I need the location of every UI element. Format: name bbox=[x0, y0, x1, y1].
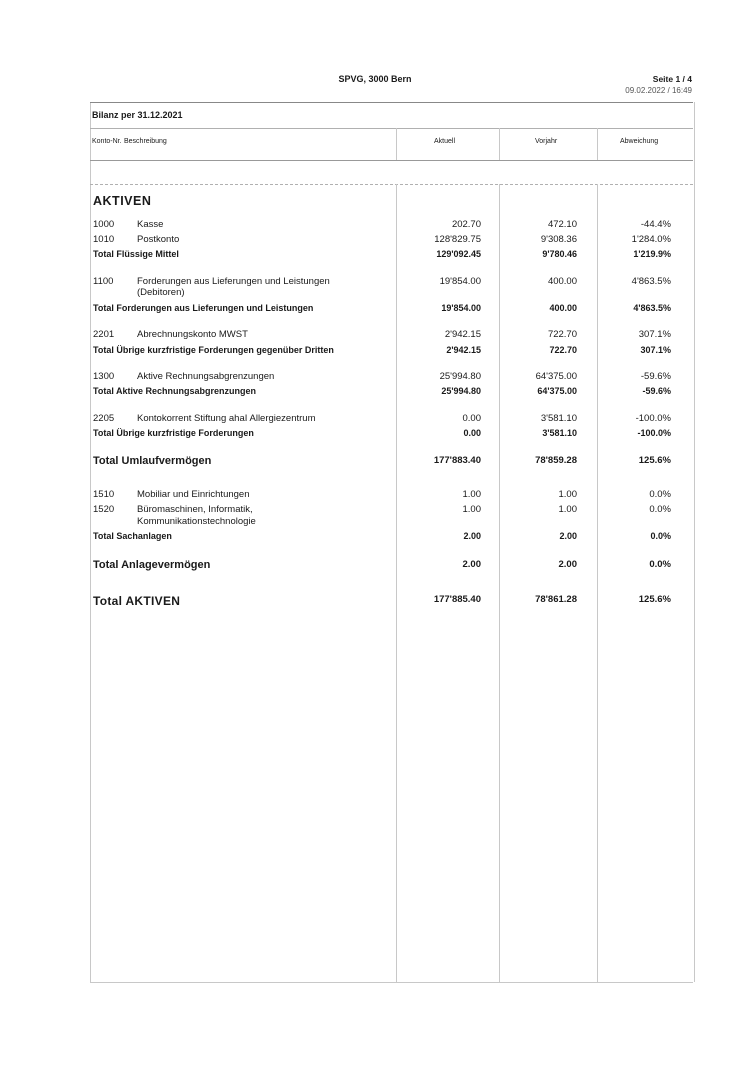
col-header-abweichung: Abweichung bbox=[620, 138, 659, 145]
col-sep bbox=[499, 128, 500, 160]
subtotal-row bbox=[93, 559, 673, 573]
account-number: 1100 bbox=[93, 276, 114, 287]
value-deviation: 307.1% bbox=[638, 329, 671, 340]
value-prior: 400.00 bbox=[549, 303, 577, 313]
account-number: 2201 bbox=[93, 329, 115, 340]
account-description: Aktive Rechnungsabgrenzungen bbox=[137, 371, 275, 382]
value-prior: 9'308.36 bbox=[540, 234, 577, 245]
value-current: 0.00 bbox=[462, 413, 481, 424]
table-row bbox=[93, 329, 673, 343]
col-header-vorjahr: Vorjahr bbox=[535, 138, 558, 145]
account-description-cont: (Debitoren) bbox=[137, 287, 185, 298]
report-title: Bilanz per 31.12.2021 bbox=[92, 110, 183, 120]
header-rule bbox=[90, 160, 693, 161]
account-number: 1520 bbox=[93, 504, 115, 515]
total-label: Total Forderungen aus Lieferungen und Leistungen bbox=[93, 303, 314, 313]
value-deviation: 4'863.5% bbox=[631, 276, 671, 287]
total-row bbox=[93, 428, 673, 442]
account-number: 2205 bbox=[93, 413, 115, 424]
table-row-continuation bbox=[93, 516, 673, 530]
value-prior: 64'375.00 bbox=[537, 386, 577, 396]
value-prior: 1.00 bbox=[558, 489, 577, 500]
account-description: Forderungen aus Lieferungen und Leistungen bbox=[137, 276, 330, 287]
table-row bbox=[93, 413, 673, 427]
table-row bbox=[93, 234, 673, 248]
total-label: Total Sachanlagen bbox=[93, 531, 172, 541]
total-row bbox=[93, 386, 673, 400]
table-row bbox=[93, 489, 673, 503]
value-current: 2.00 bbox=[463, 531, 481, 541]
value-current: 128'829.75 bbox=[434, 234, 481, 245]
account-description-cont: Kommunikationstechnologie bbox=[137, 516, 256, 527]
col-header-aktuell: Aktuell bbox=[434, 138, 456, 145]
total-row bbox=[93, 345, 673, 359]
account-number: 1510 bbox=[93, 489, 115, 500]
table-row bbox=[93, 219, 673, 233]
value-prior: 472.10 bbox=[547, 219, 577, 230]
value-current: 1.00 bbox=[462, 489, 481, 500]
total-label: Total Flüssige Mittel bbox=[93, 249, 179, 259]
value-deviation: -59.6% bbox=[640, 371, 671, 382]
value-deviation: 0.0% bbox=[649, 489, 671, 500]
value-current: 202.70 bbox=[451, 219, 481, 230]
value-deviation: -59.6% bbox=[642, 386, 671, 396]
account-description: Postkonto bbox=[137, 234, 180, 245]
value-current: 25'994.80 bbox=[441, 386, 481, 396]
col-header-beschreibung: Beschreibung bbox=[124, 138, 167, 145]
section-heading: AKTIVEN bbox=[93, 194, 152, 208]
title-rule bbox=[90, 128, 693, 129]
value-current: 1.00 bbox=[462, 504, 481, 515]
account-description: Abrechnungskonto MWST bbox=[137, 329, 248, 340]
value-current: 177'883.40 bbox=[433, 455, 481, 466]
value-current: 19'854.00 bbox=[441, 303, 481, 313]
value-deviation: -44.4% bbox=[640, 219, 671, 230]
value-current: 2.00 bbox=[462, 559, 481, 570]
col-header-konto: Konto-Nr. bbox=[92, 138, 122, 145]
value-prior: 1.00 bbox=[558, 504, 577, 515]
account-number: 1300 bbox=[93, 371, 115, 382]
page-number: Seite 1 / 4 bbox=[652, 74, 692, 84]
value-prior: 3'581.10 bbox=[540, 413, 577, 424]
grand-total-row bbox=[93, 594, 673, 608]
total-row bbox=[93, 303, 673, 317]
value-deviation: 4'863.5% bbox=[633, 303, 671, 313]
account-number: 1000 bbox=[93, 219, 115, 230]
company-header: SPVG, 3000 Bern bbox=[338, 74, 412, 84]
total-label: Total Umlaufvermögen bbox=[93, 455, 212, 467]
total-label: Total Aktive Rechnungsabgrenzungen bbox=[93, 386, 257, 396]
total-row bbox=[93, 531, 673, 545]
value-deviation: 307.1% bbox=[640, 345, 671, 355]
value-deviation: 1'219.9% bbox=[633, 249, 671, 259]
subtotal-row bbox=[93, 455, 673, 469]
body-top-rule bbox=[90, 184, 693, 185]
value-prior: 2.00 bbox=[558, 559, 577, 570]
account-description: Kasse bbox=[137, 219, 164, 230]
value-deviation: -100.0% bbox=[637, 428, 671, 438]
total-row bbox=[93, 249, 673, 263]
value-current: 19'854.00 bbox=[439, 276, 481, 287]
value-prior: 9'780.46 bbox=[542, 249, 577, 259]
value-current: 129'092.45 bbox=[436, 249, 481, 259]
value-prior: 64'375.00 bbox=[535, 371, 577, 382]
table-row bbox=[93, 371, 673, 385]
table-row-continuation bbox=[93, 287, 673, 301]
value-current: 2'942.15 bbox=[444, 329, 481, 340]
value-deviation: 125.6% bbox=[638, 455, 671, 466]
account-description: Kontokorrent Stiftung ahaI Allergiezentrum bbox=[137, 413, 316, 424]
value-prior: 400.00 bbox=[547, 276, 577, 287]
value-current: 0.00 bbox=[463, 428, 481, 438]
account-description: Mobiliar und Einrichtungen bbox=[137, 489, 250, 500]
account-description: Büromaschinen, Informatik, bbox=[137, 504, 253, 515]
value-deviation: 0.0% bbox=[649, 559, 671, 570]
value-prior: 78'859.28 bbox=[535, 455, 577, 466]
value-prior: 3'581.10 bbox=[542, 428, 577, 438]
print-datetime: 09.02.2022 / 16:49 bbox=[625, 86, 692, 95]
value-prior: 78'861.28 bbox=[535, 594, 577, 605]
col-sep bbox=[597, 128, 598, 160]
value-prior: 722.70 bbox=[549, 345, 577, 355]
value-current: 177'885.40 bbox=[433, 594, 481, 605]
value-deviation: -100.0% bbox=[635, 413, 671, 424]
total-label: Total Anlagevermögen bbox=[93, 559, 211, 571]
value-current: 2'942.15 bbox=[446, 345, 481, 355]
value-prior: 722.70 bbox=[547, 329, 577, 340]
value-prior: 2.00 bbox=[559, 531, 577, 541]
total-label: Total Übrige kurzfristige Forderungen bbox=[93, 428, 254, 438]
frame-top-rule bbox=[90, 102, 693, 103]
value-deviation: 0.0% bbox=[650, 531, 671, 541]
value-deviation: 125.6% bbox=[638, 594, 671, 605]
value-deviation: 0.0% bbox=[649, 504, 671, 515]
account-number: 1010 bbox=[93, 234, 115, 245]
col-sep bbox=[396, 128, 397, 160]
total-label: Total Übrige kurzfristige Forderungen gegenüber Dritten bbox=[93, 345, 334, 355]
value-deviation: 1'284.0% bbox=[631, 234, 671, 245]
frame-bottom-rule bbox=[90, 982, 693, 983]
value-current: 25'994.80 bbox=[439, 371, 481, 382]
total-label: Total AKTIVEN bbox=[93, 594, 181, 608]
